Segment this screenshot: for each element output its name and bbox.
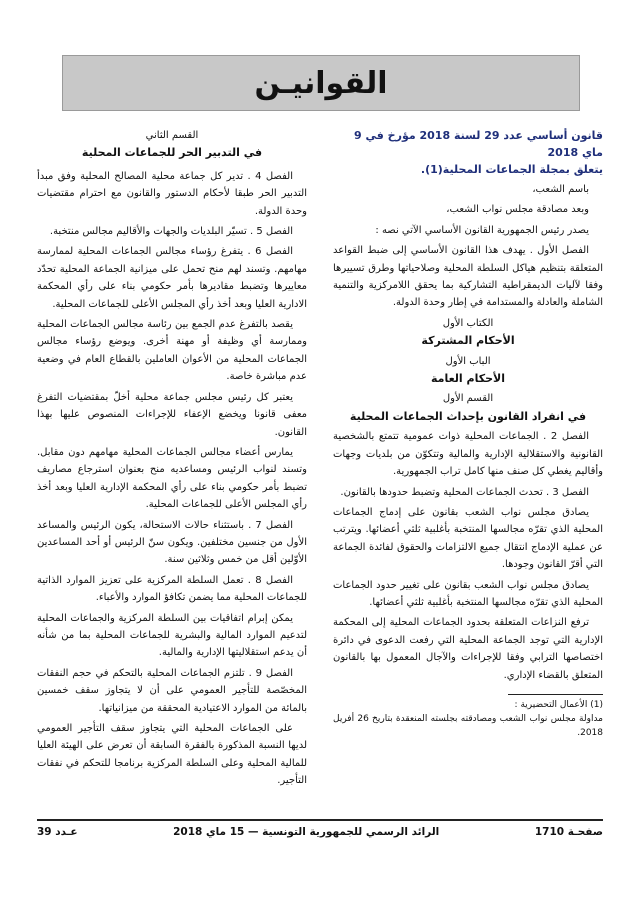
article-8: الفصل 8 . تعمل السلطة المركزية على تعزيز الموارد الذاتية للجماعات المحلية مما يضمن تكافؤ الموارد والأعباء. [37, 574, 307, 604]
paragraph: يمكن إبرام اتفاقيات بين السلطة المركزية والجماعات المحلية لتدعيم الموارد المالية والبشرية للجماعات المحلية بما من شأنه أن يدعم استقلاليتها الإدارية والمالية. [37, 612, 307, 659]
paragraph: يقصد بالتفرغ عدم الجمع بين رئاسة مجالس الجماعات المحلية وممارسة أي وظيفة أو مهنة أخرى. ويوضع رؤساء مجالس الجماعات المحلية من الأعوان العاملين بالقطاع العام في وضعية عدم مباشرة خاصة. [37, 319, 307, 383]
section-label: القسم الأول [442, 393, 494, 405]
footnote-text: مداولة مجلس نواب الشعب ومصادقته بجلسته المنعقدة بتاريخ 26 أفريل 2018. [333, 713, 603, 738]
issue-number: عـدد 39 [37, 826, 78, 838]
book-label: الكتاب الأول [442, 317, 494, 329]
article-5: الفصل 5 . تسيّر البلديات والجهات والأقاليم مجالس منتخبة. [49, 226, 293, 238]
article-7: الفصل 7 . باستثناء حالات الاستحالة، يكون الرئيس والمساعد الأول من جنسين مختلفين. ويكون سنّ الرئيس أو أحد المساعدين الأوّلين أقل من خمس وثلاثين سنة. [37, 519, 307, 566]
section-banner [62, 55, 580, 111]
page-footer [37, 819, 603, 843]
left-column [37, 127, 307, 817]
article-2: الفصل 2 . الجماعات المحلية ذوات عمومية تتمتع بالشخصية القانونية والاستقلالية الإدارية والمالية وتتكوّن من بلديات وجهات وأقاليم يغطي كل صنف منها كامل تراب الجمهورية. [333, 431, 603, 478]
paragraph: يصادق مجلس نواب الشعب بقانون على تغيير حدود الجماعات المحلية الذي تقرّه مجالسها المنتخبة بأغلبية ثلثي أعضائها. [333, 579, 603, 608]
section-label: القسم الثاني [145, 130, 199, 141]
section-title: في التدبير الحر للجماعات المحلية [81, 146, 263, 160]
paragraph: باسم الشعب، [532, 184, 589, 195]
law-heading-line1: قانون أساسي عدد 29 لسنة 2018 مؤرخ في 9 ماي 2018 [354, 129, 603, 159]
law-heading-line2: يتعلق بمجلة الجماعات المحلية(1). [420, 163, 603, 176]
paragraph: يمارس أعضاء مجالس الجماعات المحلية مهامهم دون مقابل. وتسند لنواب الرئيس ومساعديه منح بعنوان استرجاع مصاريف تضبط بأمر حكومي بناء على رأي المحكمة الإدارية العليا وبعد أخذ رأي المجلس الأعلى للجماعات المحلية. [37, 446, 307, 511]
article-6: الفصل 6 . يتفرغ رؤساء مجالس الجماعات المحلية لممارسة مهامهم. وتسند لهم منح تحمل على ميزانية الجماعة المحلية تحدّد معاييرها وتضبط مقاديرها بأمر حكومي بناء على رأي المحكمة الادارية العليا وبعد أخذ رأي المجلس الأعلى للجماعات المحلية. [37, 246, 307, 310]
page-number: صفحـة 1710 [534, 826, 603, 838]
book-title: الأحكام المشتركة [421, 334, 515, 348]
paragraph: يصادق مجلس نواب الشعب بقانون على إدماج الجماعات المحلية الذي تقرّه مجالسها المنتخبة بأغلبية ثلثي أعضائها. ويترتب عن عملية الإدماج انتقال جميع الالتزامات والحقوق لفائدة الجماعة التي أقرّ القانون وجودها. [333, 506, 603, 571]
footnote-divider [508, 694, 603, 695]
paragraph: على الجماعات المحلية التي يتجاوز سقف التأجير العمومي لديها النسبة المذكورة بالفقرة السابقة أن تعرض على الهيئة العليا للمالية المحلية وعلى السلطة المركزية برنامجا للتحكم في نفقات التأجير. [37, 723, 307, 787]
footnote-title: (1) الأعمال التحضيرية : [514, 699, 603, 710]
paragraph: وبعد مصادقة مجلس نواب الشعب، [446, 204, 589, 216]
part-label: الباب الأول [445, 355, 491, 367]
section-title: في انفراد القانون بإحداث الجماعات المحلية [349, 409, 587, 423]
paragraph: يعتبر كل رئيس مجلس جماعة محلية أخلّ بمقتضيات التفرغ معفى قانونا ويخضع الإعفاء للإجراءات المنصوص عليها بهذا القانون. [37, 391, 307, 438]
article-1: الفصل الأول . يهدف هذا القانون الأساسي إلى ضبط القواعد المتعلقة بتنظيم هياكل السلطة المحلية وصلاحياتها وطرق تسييرها وفقا لآليات الديمقراطية التشاركية بما يحقق اللامركزية والتنمية الشاملة والعادلة والمستدامة في إطار وحدة الدولة. [333, 245, 603, 309]
right-column [333, 127, 603, 817]
banner-title: القوانيـن [254, 65, 388, 101]
journal-title: الرائد الرسمي للجمهورية التونسية — 15 ماي 2018 [173, 826, 440, 838]
article-9: الفصل 9 . تلتزم الجماعات المحلية بالتحكم في حجم النفقات المخصّصة للتأجير العمومي على أن لا يتجاوز سقف خمسين بالمائة من الموارد الاعتيادية المحققة من ميزانياتها. [37, 667, 307, 714]
paragraph: ترفع النزاعات المتعلقة بحدود الجماعات المحلية إلى المحكمة الإدارية التي توجد الجماعة المحلية التي رفعت الدعوى في دائرة اختصاصها الترابي وفقا للإجراءات والآجال المعمول بها بالقانون المتعلق بالقضاء الإداري. [333, 617, 603, 681]
article-4: الفصل 4 . تدير كل جماعة محلية المصالح المحلية وفق مبدأ التدبير الحر طبقا لأحكام الدستور والقانون مع احترام مقتضيات وحدة الدولة. [37, 170, 307, 217]
article-3: الفصل 3 . تحدث الجماعات المحلية وتضبط حدودها بالقانون. [340, 486, 589, 498]
part-title: الأحكام العامة [430, 372, 506, 386]
paragraph: يصدر رئيس الجمهورية القانون الأساسي الآتي نصه : [375, 224, 589, 236]
